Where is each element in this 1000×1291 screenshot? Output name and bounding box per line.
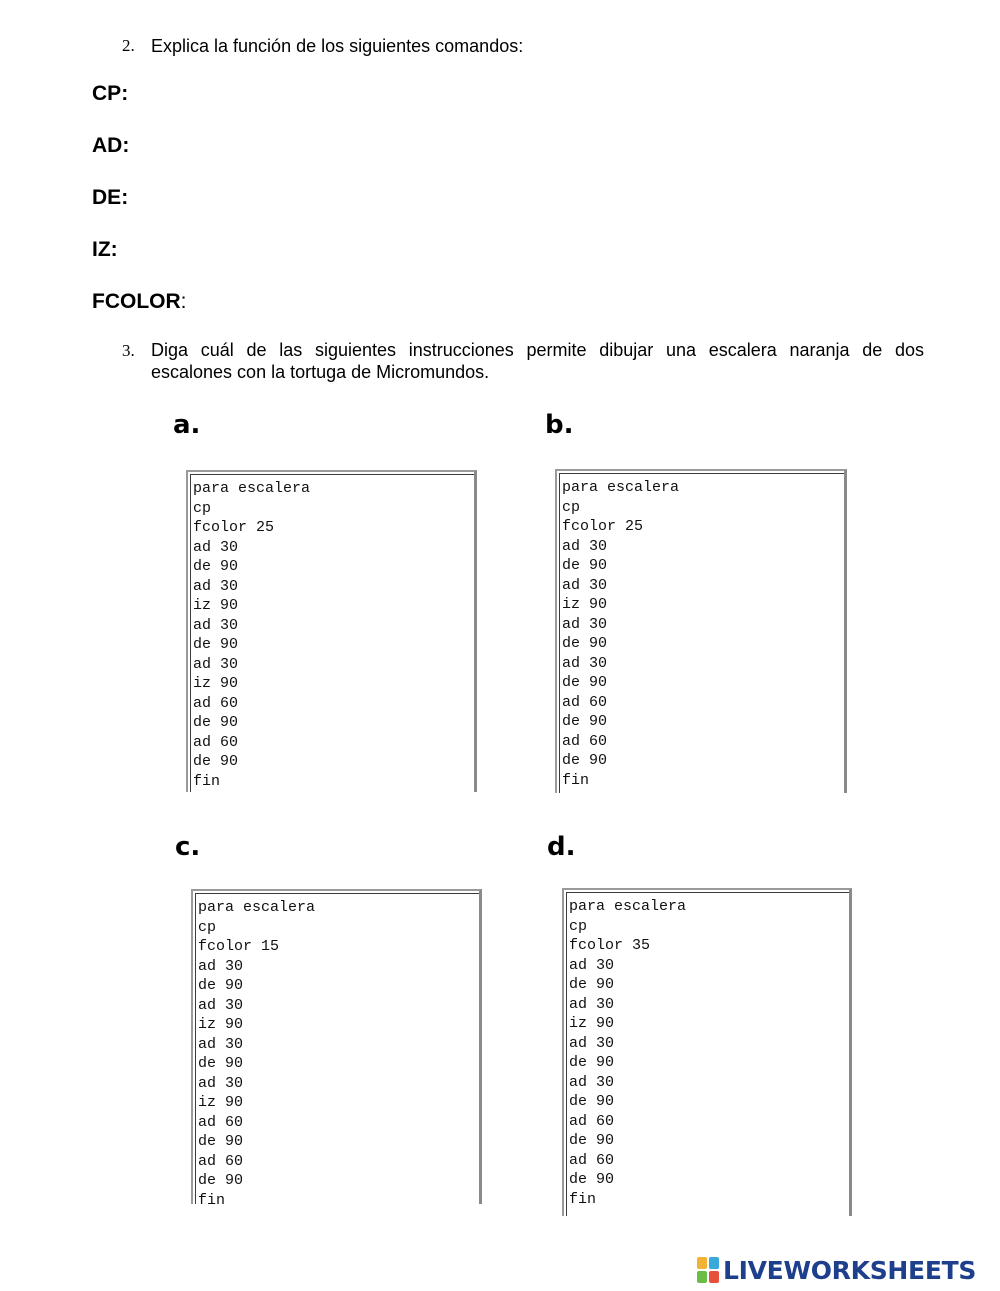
code-line: de 90 [562, 674, 608, 691]
code-line: para escalera [198, 899, 316, 916]
code-line: fcolor 25 [193, 519, 275, 536]
code-line: iz 90 [198, 1094, 244, 1111]
code-line: ad 30 [569, 1034, 615, 1052]
code-line: ad 30 [562, 537, 608, 555]
option-a-code [186, 470, 477, 792]
code-line: ad 30 [569, 956, 615, 974]
code-line: de 90 [562, 752, 608, 769]
code-line: ad 30 [198, 1035, 244, 1053]
code-line: cp [562, 498, 581, 516]
question-3-line-2: escalones con la tortuga de Micromundos. [151, 362, 490, 382]
code-line: de 90 [562, 635, 608, 652]
code-line: ad 30 [562, 576, 608, 594]
code-line: cp [198, 918, 217, 936]
term-ad-colon: : [122, 134, 130, 157]
option-b-label: b. [545, 410, 574, 440]
code-line: iz 90 [193, 675, 239, 692]
liveworksheets-logo [697, 1255, 976, 1285]
term-iz-label: IZ [92, 238, 111, 261]
code-line: ad 60 [562, 693, 608, 711]
code-line: ad 30 [193, 655, 239, 673]
code-line: de 90 [569, 1171, 615, 1188]
term-cp-label: CP [92, 82, 122, 105]
question-2-text: Explica la función de los siguientes comandos: [151, 36, 524, 56]
code-line: fin [198, 1191, 226, 1204]
code-line: iz 90 [193, 597, 239, 614]
term-cp-colon: : [121, 82, 129, 105]
code-line: iz 90 [198, 1016, 244, 1033]
code-line: de 90 [198, 1172, 244, 1189]
code-line: ad 30 [562, 615, 608, 633]
code-line: ad 30 [193, 616, 239, 634]
code-line: iz 90 [569, 1015, 615, 1032]
liveworksheets-logo-icon [697, 1256, 721, 1284]
option-d-code-list [566, 892, 849, 1216]
code-line: ad 60 [193, 733, 239, 751]
code-line: ad 30 [569, 995, 615, 1013]
option-d-code [562, 888, 852, 1216]
code-line: fcolor 15 [198, 938, 280, 955]
code-line: de 90 [193, 714, 239, 731]
term-iz-colon: : [110, 238, 118, 261]
code-line: de 90 [198, 1055, 244, 1072]
code-line: fcolor 35 [569, 937, 651, 954]
term-fcolor-label: FCOLOR [92, 290, 181, 313]
question-2 [0, 35, 1000, 57]
code-line: ad 60 [569, 1112, 615, 1130]
code-line: cp [569, 917, 588, 935]
term-iz [92, 238, 118, 262]
code-line: ad 30 [198, 996, 244, 1014]
code-line: fcolor 25 [562, 518, 644, 535]
code-line: para escalera [569, 898, 687, 915]
question-2-number: 2. [122, 36, 135, 55]
option-b-code-list [559, 473, 844, 793]
code-line: ad 30 [198, 1074, 244, 1092]
code-line: fin [569, 1190, 597, 1208]
code-line: ad 30 [562, 654, 608, 672]
question-3-line-1: Diga cuál de las siguientes instrucciones permite dibujar una escalera naranja de dos [151, 340, 924, 360]
term-de-label: DE [92, 186, 122, 209]
code-line: de 90 [562, 557, 608, 574]
code-line: de 90 [569, 976, 615, 993]
code-line: ad 60 [198, 1113, 244, 1131]
code-line: de 90 [198, 977, 244, 994]
term-de-colon: : [121, 186, 129, 209]
code-line: ad 30 [198, 957, 244, 975]
code-line: de 90 [569, 1054, 615, 1071]
term-de [92, 186, 128, 210]
option-c-code-list [195, 893, 479, 1204]
code-line: de 90 [569, 1132, 615, 1149]
code-line: ad 30 [193, 577, 239, 595]
code-line: de 90 [198, 1133, 244, 1150]
option-a-label: a. [173, 410, 201, 440]
code-line: ad 60 [193, 694, 239, 712]
code-line: ad 60 [569, 1151, 615, 1169]
option-d-label: d. [547, 832, 576, 862]
code-line: de 90 [193, 753, 239, 770]
code-line: ad 30 [193, 538, 239, 556]
code-line: ad 60 [198, 1152, 244, 1170]
term-fcolor-colon: : [180, 290, 187, 313]
code-line: para escalera [562, 479, 680, 496]
code-line: fin [562, 771, 590, 789]
code-line: de 90 [562, 713, 608, 730]
code-line: fin [193, 772, 221, 790]
code-line: de 90 [569, 1093, 615, 1110]
option-a-code-list [190, 474, 474, 792]
option-b-code [555, 469, 847, 793]
term-cp [92, 82, 128, 106]
code-line: para escalera [193, 480, 311, 497]
code-line: de 90 [193, 636, 239, 653]
term-fcolor [92, 290, 187, 314]
term-ad [92, 134, 129, 158]
term-ad-label: AD [92, 134, 123, 157]
code-line: iz 90 [562, 596, 608, 613]
code-line: ad 60 [562, 732, 608, 750]
question-3-number: 3. [122, 341, 135, 360]
code-line: de 90 [193, 558, 239, 575]
option-c-code [191, 889, 482, 1204]
code-line: ad 30 [569, 1073, 615, 1091]
liveworksheets-logo-text: LIVEWORKSHEETS [723, 1255, 977, 1285]
code-line: cp [193, 499, 212, 517]
option-c-label: c. [175, 832, 201, 862]
